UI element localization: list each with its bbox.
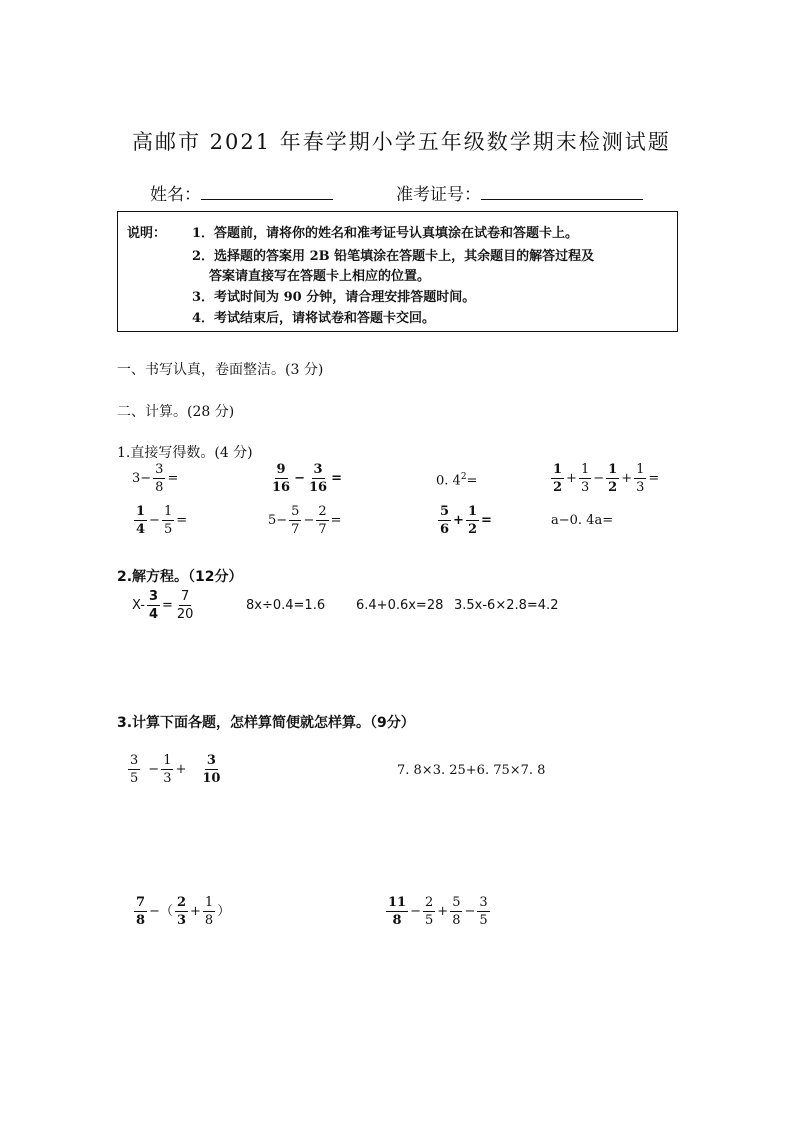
q1-item-a: 3− $\frac{3}{8}$ =	[132, 462, 179, 495]
q3-item-c: $\frac{7}{8}$ −（ $\frac{2}{3}$ + $\frac{1}{8}$ ）	[136, 895, 231, 928]
question-1-heading: 1.直接写得数。(4 分)	[117, 445, 253, 461]
instruction-item: 2．选择题的答案用 2B 铅笔填涂在答题卡上，其余题目的解答过程及	[192, 249, 595, 264]
question-2-heading: 2.解方程。（12分）	[117, 569, 243, 585]
exam-number-blank	[481, 181, 643, 200]
section-2-heading: 二、计算。(28 分)	[117, 404, 235, 420]
q2-item-c: 6.4+0.6x=28	[356, 598, 444, 613]
instruction-item: 3．考试时间为 90 分钟，请合理安排答题时间。	[192, 290, 476, 305]
q1-item-e: $\frac{1}{4}$ − $\frac{1}{5}$ =	[136, 504, 188, 537]
page-title: 高邮市 2021 年春学期小学五年级数学期末检测试题	[132, 130, 671, 154]
q3-item-b: 7. 8×3. 25+6. 75×7. 8	[397, 763, 546, 778]
name-label: 姓名：	[150, 185, 201, 205]
instruction-item: 1．答题前，请将你的姓名和准考证号认真填涂在试卷和答题卡上。	[192, 226, 579, 241]
q2-item-d: 3.5x-6×2.8=4.2	[454, 598, 559, 613]
section-1-heading: 一、书写认真，卷面整洁。(3 分)	[117, 362, 324, 378]
q1-item-h: a−0. 4a=	[551, 513, 614, 528]
instruction-item: 4．考试结束后，请将试卷和答题卡交回。	[192, 311, 436, 326]
q1-item-d: $\frac{1}{2}$ + $\frac{1}{3}$ − $\frac{1}{2}$ + $\frac{1}{3}$ =	[553, 462, 660, 495]
q1-item-g: $\frac{5}{6}$ + $\frac{1}{2}$ =	[440, 504, 492, 537]
instructions-label: 说明：	[127, 226, 167, 241]
q3-item-a: $\frac{3}{5}$ − $\frac{1}{3}$ + $\frac{3}{10}$	[130, 753, 221, 786]
q1-item-f: 5− $\frac{5}{7}$ − $\frac{2}{7}$ =	[268, 504, 342, 537]
exam-number-field	[396, 180, 643, 205]
name-field	[150, 180, 333, 205]
q2-item-b: 8x÷0.4=1.6	[246, 598, 326, 613]
q1-item-b: $\frac{9}{16}$ − $\frac{3}{16}$ =	[272, 462, 342, 495]
q1-item-c: 0. $4^2=$	[436, 472, 478, 489]
exam-number-label: 准考证号：	[396, 185, 481, 205]
question-3-heading: 3.计算下面各题，怎样算简便就怎样算。（9分）	[117, 715, 415, 731]
instructions-box	[117, 211, 678, 332]
q2-item-a: X- $\frac{3}{4}$ = $\frac{7}{20}$	[132, 589, 194, 622]
instruction-item: 答案请直接写在答题卡上相应的位置。	[209, 269, 431, 284]
name-blank	[201, 181, 333, 200]
q3-item-d: $\frac{11}{8}$ − $\frac{2}{5}$ + $\frac{5}{8}$ − $\frac{3}{5}$	[388, 895, 488, 928]
